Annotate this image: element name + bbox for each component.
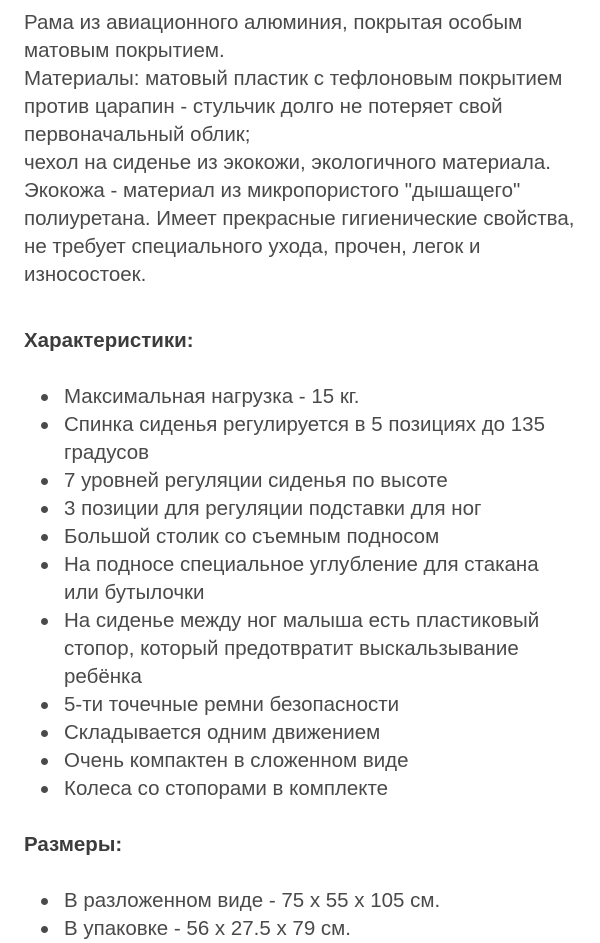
specs-list <box>24 383 576 803</box>
bullet-icon <box>41 422 48 429</box>
list-item <box>24 887 576 915</box>
list-item-text: На подносе специальное углубление для стакана или бутылочки <box>64 553 539 604</box>
bullet-icon <box>41 534 48 541</box>
list-item <box>24 495 576 523</box>
intro-paragraph: чехол на сиденье из экокожи, экологичного материала. Экокожа - материал из микропористого "дышащего" полиуретана. Имеет прекрасные гигиенические свойства, не требует специального ухода, прочен, легок и износостоек. <box>24 151 575 286</box>
bullet-icon <box>41 730 48 737</box>
list-item-text: 5-ти точечные ремни безопасности <box>64 693 400 716</box>
list-item <box>24 523 576 551</box>
list-item-text: Максимальная нагрузка - 15 кг. <box>64 385 360 408</box>
intro-text <box>24 9 576 289</box>
list-item-text: Колеса со стопорами в комплекте <box>64 777 389 800</box>
bullet-icon <box>41 506 48 513</box>
list-item <box>24 467 576 495</box>
list-item-text: Очень компактен в сложенном виде <box>64 749 409 772</box>
bullet-icon <box>41 562 48 569</box>
bullet-icon <box>41 926 48 933</box>
list-item-text: Спинка сиденья регулируется в 5 позициях до 135 градусов <box>64 413 545 464</box>
bullet-icon <box>41 786 48 793</box>
intro-paragraph: Материалы: матовый пластик с тефлоновым покрытием против царапин - стульчик долго не потеряет свой первоначальный облик; <box>24 67 563 146</box>
list-item <box>24 775 576 803</box>
bullet-icon <box>41 394 48 401</box>
bullet-icon <box>41 758 48 765</box>
list-item <box>24 551 576 607</box>
intro-paragraph: Рама из авиационного алюминия, покрытая особым матовым покрытием. <box>24 11 523 62</box>
list-item-text: 7 уровней регуляции сиденья по высоте <box>64 469 448 492</box>
list-item <box>24 691 576 719</box>
list-item <box>24 915 576 943</box>
list-item-text: Большой столик со съемным подносом <box>64 525 440 548</box>
bullet-icon <box>41 478 48 485</box>
list-item-text: На сиденье между ног малыша есть пластиковый стопор, который предотвратит выскальзывание ребёнка <box>64 609 540 688</box>
list-item <box>24 747 576 775</box>
list-item <box>24 607 576 691</box>
dimensions-list <box>24 887 576 943</box>
bullet-icon <box>41 618 48 625</box>
list-item-text: Складывается одним движением <box>64 721 381 744</box>
dimensions-heading: Размеры: <box>24 833 123 856</box>
list-item <box>24 719 576 747</box>
bullet-icon <box>41 898 48 905</box>
specs-heading: Характеристики: <box>24 329 194 352</box>
list-item-text: В разложенном виде - 75 х 55 х 105 см. <box>64 889 441 912</box>
bullet-icon <box>41 702 48 709</box>
list-item-text: В упаковке - 56 х 27.5 х 79 см. <box>64 917 351 940</box>
list-item <box>24 411 576 467</box>
list-item-text: 3 позиции для регуляции подставки для ног <box>64 497 482 520</box>
list-item <box>24 383 576 411</box>
